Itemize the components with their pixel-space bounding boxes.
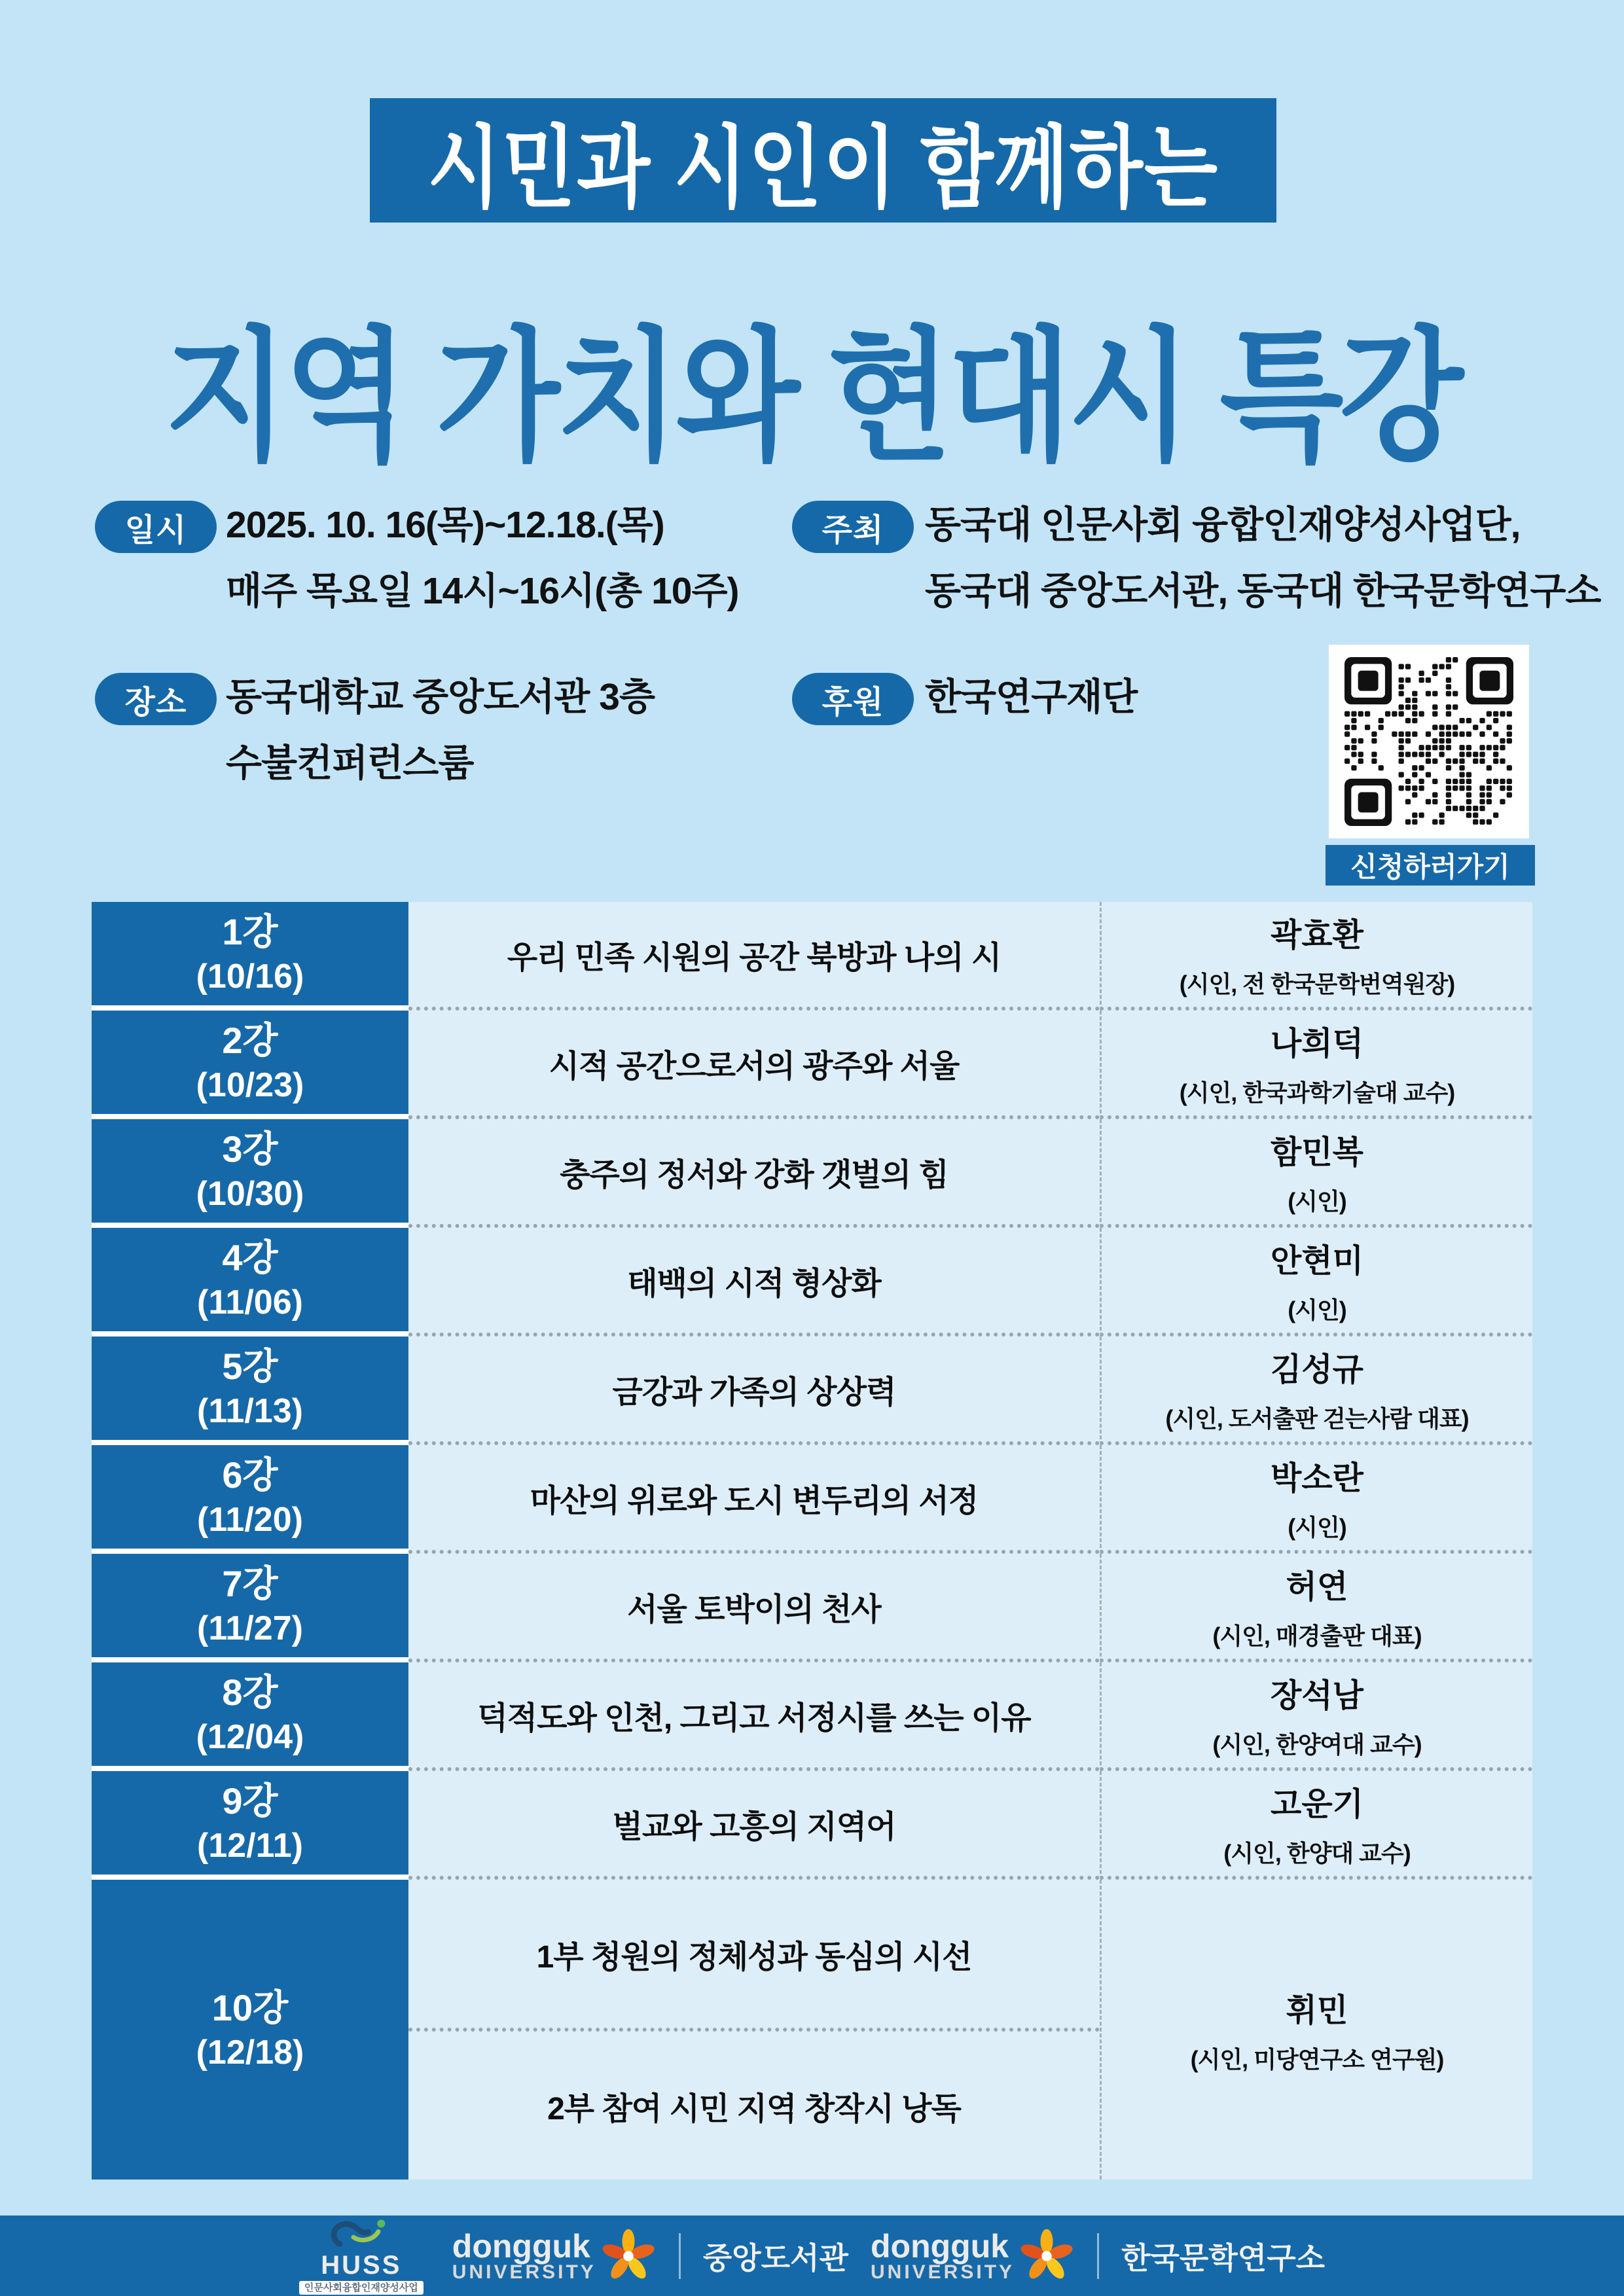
footer-unit-institute: 한국문학연구소 bbox=[1121, 2240, 1326, 2275]
speaker-name: 휘민 bbox=[1286, 1992, 1348, 2028]
dongguk-wordmark: dongguk bbox=[452, 2227, 590, 2265]
venue-text bbox=[226, 664, 655, 797]
session-number: 4강 bbox=[222, 1237, 278, 1278]
speaker-cell bbox=[1100, 1771, 1532, 1880]
table-row bbox=[92, 1662, 1532, 1771]
session-date: (10/30) bbox=[196, 1175, 304, 1213]
session-date: (11/06) bbox=[197, 1283, 303, 1321]
topic-cell: 덕적도와 인천, 그리고 서정시를 쓰는 이유 bbox=[408, 1662, 1100, 1771]
huss-subtitle: 인문사회융합인재양성사업 bbox=[299, 2281, 424, 2295]
host-line2: 동국대 중앙도서관, 동국대 한국문학연구소 bbox=[925, 570, 1601, 612]
tagline-text: 시민과 시인이 함께하는 bbox=[427, 117, 1219, 218]
topic-cell bbox=[408, 1880, 1100, 2179]
huss-wordmark: HUSS bbox=[321, 2251, 402, 2280]
speaker-name: 고운기 bbox=[1270, 1786, 1363, 1822]
datetime-badge bbox=[95, 501, 217, 553]
venue-line1: 동국대학교 중앙도서관 3층 bbox=[226, 676, 655, 718]
dongguk-wordmark: dongguk bbox=[871, 2227, 1009, 2265]
session-cell bbox=[92, 1336, 408, 1445]
speaker-name: 곽효환 bbox=[1270, 917, 1363, 953]
session-number: 7강 bbox=[222, 1563, 278, 1604]
footer-divider bbox=[1097, 2233, 1099, 2279]
speaker-cell bbox=[1100, 1445, 1532, 1554]
speaker-name: 박소란 bbox=[1270, 1460, 1363, 1496]
session-cell bbox=[92, 1554, 408, 1662]
session-number: 8강 bbox=[222, 1672, 278, 1713]
session-date: (11/13) bbox=[197, 1392, 303, 1430]
qr-box bbox=[1329, 645, 1529, 838]
host-line1: 동국대 인문사회 융합인재양성사업단, bbox=[925, 504, 1521, 546]
speaker-cell bbox=[1100, 902, 1532, 1011]
table-row bbox=[92, 1228, 1532, 1336]
university-wordmark: UNIVERSITY bbox=[871, 2261, 1015, 2283]
speaker-affiliation: (시인, 매경출판 대표) bbox=[1212, 1622, 1422, 1649]
qr-code bbox=[1344, 657, 1513, 826]
huss-swan-icon bbox=[327, 2217, 395, 2251]
speaker-name: 장석남 bbox=[1270, 1677, 1363, 1713]
speaker-cell bbox=[1100, 1228, 1532, 1336]
session-date: (11/20) bbox=[197, 1501, 303, 1539]
session-date: (12/18) bbox=[196, 2034, 304, 2072]
host-badge bbox=[792, 501, 914, 553]
sponsor-badge bbox=[792, 673, 914, 725]
qr-apply-button[interactable] bbox=[1326, 845, 1535, 886]
table-row bbox=[92, 1336, 1532, 1445]
sponsor-text bbox=[925, 664, 1137, 730]
table-row bbox=[92, 902, 1532, 1011]
venue-line2: 수불컨퍼런스룸 bbox=[226, 742, 474, 784]
sponsor-badge-label: 후원 bbox=[821, 685, 884, 720]
qr-apply-label: 신청하러가기 bbox=[1350, 852, 1510, 882]
venue-badge bbox=[95, 673, 217, 725]
speaker-name: 나희덕 bbox=[1270, 1026, 1363, 1062]
session-cell bbox=[92, 1119, 408, 1228]
session-date: (12/11) bbox=[197, 1827, 303, 1865]
table-row bbox=[92, 1119, 1532, 1228]
dongguk-logo-institute bbox=[871, 2228, 1075, 2284]
session-cell bbox=[92, 1662, 408, 1771]
session-number: 3강 bbox=[222, 1128, 278, 1170]
topic-part1: 1부 청원의 정체성과 동심의 시선 bbox=[408, 1880, 1100, 2032]
speaker-name: 안현미 bbox=[1270, 1243, 1363, 1279]
session-cell bbox=[92, 902, 408, 1011]
session-date: (10/23) bbox=[196, 1066, 304, 1104]
tagline-banner bbox=[370, 98, 1276, 223]
topic-cell: 태백의 시적 형상화 bbox=[408, 1228, 1100, 1336]
speaker-name: 허연 bbox=[1286, 1569, 1348, 1605]
session-cell bbox=[92, 1445, 408, 1554]
session-date: (11/27) bbox=[197, 1609, 303, 1647]
session-date: (12/04) bbox=[196, 1718, 304, 1756]
university-wordmark: UNIVERSITY bbox=[452, 2261, 596, 2283]
dongguk-logo-library bbox=[452, 2228, 657, 2284]
footer-divider bbox=[679, 2233, 681, 2279]
topic-cell: 벌교와 고흥의 지역어 bbox=[408, 1771, 1100, 1880]
table-row bbox=[92, 1011, 1532, 1119]
speaker-affiliation: (시인, 한국과학기술대 교수) bbox=[1179, 1079, 1455, 1106]
session-cell bbox=[92, 1011, 408, 1119]
speaker-affiliation: (시인, 한양여대 교수) bbox=[1212, 1731, 1422, 1758]
dongguk-flower-icon bbox=[1019, 2228, 1075, 2284]
datetime-line2: 매주 목요일 14시~16시(총 10주) bbox=[226, 570, 739, 612]
datetime-line1: 2025. 10. 16(목)~12.18.(목) bbox=[226, 504, 664, 546]
topic-cell: 우리 민족 시원의 공간 북방과 나의 시 bbox=[408, 902, 1100, 1011]
table-row bbox=[92, 1880, 1532, 2179]
session-date: (10/16) bbox=[196, 958, 304, 996]
page-title: 지역 가치와 현대시 특강 bbox=[164, 316, 1460, 478]
topic-part2: 2부 참여 시민 지역 창작시 낭독 bbox=[547, 2091, 961, 2126]
speaker-name: 함민복 bbox=[1270, 1134, 1363, 1170]
host-badge-label: 주최 bbox=[821, 512, 884, 548]
table-row bbox=[92, 1445, 1532, 1554]
table-row bbox=[92, 1554, 1532, 1662]
session-number: 10강 bbox=[211, 1987, 289, 2028]
speaker-affiliation: (시인) bbox=[1288, 1187, 1346, 1215]
speaker-name: 김성규 bbox=[1270, 1352, 1363, 1388]
speaker-affiliation: (시인) bbox=[1288, 1296, 1346, 1323]
session-cell bbox=[92, 1228, 408, 1336]
speaker-cell bbox=[1100, 1336, 1532, 1445]
speaker-affiliation: (시인) bbox=[1288, 1513, 1346, 1541]
speaker-affiliation: (시인, 도서출판 걷는사람 대표) bbox=[1165, 1405, 1469, 1432]
sponsor-line1: 한국연구재단 bbox=[925, 676, 1138, 718]
schedule-table bbox=[92, 902, 1532, 2179]
session-number: 6강 bbox=[222, 1454, 278, 1496]
session-number: 1강 bbox=[222, 911, 278, 952]
speaker-affiliation: (시인, 전 한국문학번역원장) bbox=[1179, 970, 1455, 997]
topic-cell: 서울 토박이의 천사 bbox=[408, 1554, 1100, 1662]
speaker-cell bbox=[1100, 1880, 1532, 2179]
venue-badge-label: 장소 bbox=[124, 685, 187, 720]
speaker-affiliation: (시인, 미당연구소 연구원) bbox=[1190, 2045, 1444, 2073]
huss-logo bbox=[299, 2217, 424, 2295]
session-number: 5강 bbox=[222, 1346, 278, 1387]
session-cell bbox=[92, 1880, 408, 2179]
footer-unit-library: 중앙도서관 bbox=[702, 2240, 848, 2275]
speaker-cell bbox=[1100, 1662, 1532, 1771]
dongguk-flower-icon bbox=[600, 2228, 657, 2284]
session-number: 2강 bbox=[222, 1020, 278, 1061]
speaker-cell bbox=[1100, 1119, 1532, 1228]
datetime-badge-label: 일시 bbox=[124, 512, 187, 548]
speaker-cell bbox=[1100, 1011, 1532, 1119]
topic-cell: 마산의 위로와 도시 변두리의 서정 bbox=[408, 1445, 1100, 1554]
host-text bbox=[925, 492, 1600, 624]
topic-cell: 충주의 정서와 강화 갯벌의 힘 bbox=[408, 1119, 1100, 1228]
table-row bbox=[92, 1771, 1532, 1880]
topic-cell: 금강과 가족의 상상력 bbox=[408, 1336, 1100, 1445]
session-number: 9강 bbox=[222, 1780, 278, 1821]
footer-bar bbox=[0, 2215, 1624, 2296]
datetime-text bbox=[226, 492, 739, 624]
speaker-affiliation: (시인, 한양대 교수) bbox=[1223, 1839, 1411, 1867]
topic-cell: 시적 공간으로서의 광주와 서울 bbox=[408, 1011, 1100, 1119]
session-cell bbox=[92, 1771, 408, 1880]
speaker-cell bbox=[1100, 1554, 1532, 1662]
